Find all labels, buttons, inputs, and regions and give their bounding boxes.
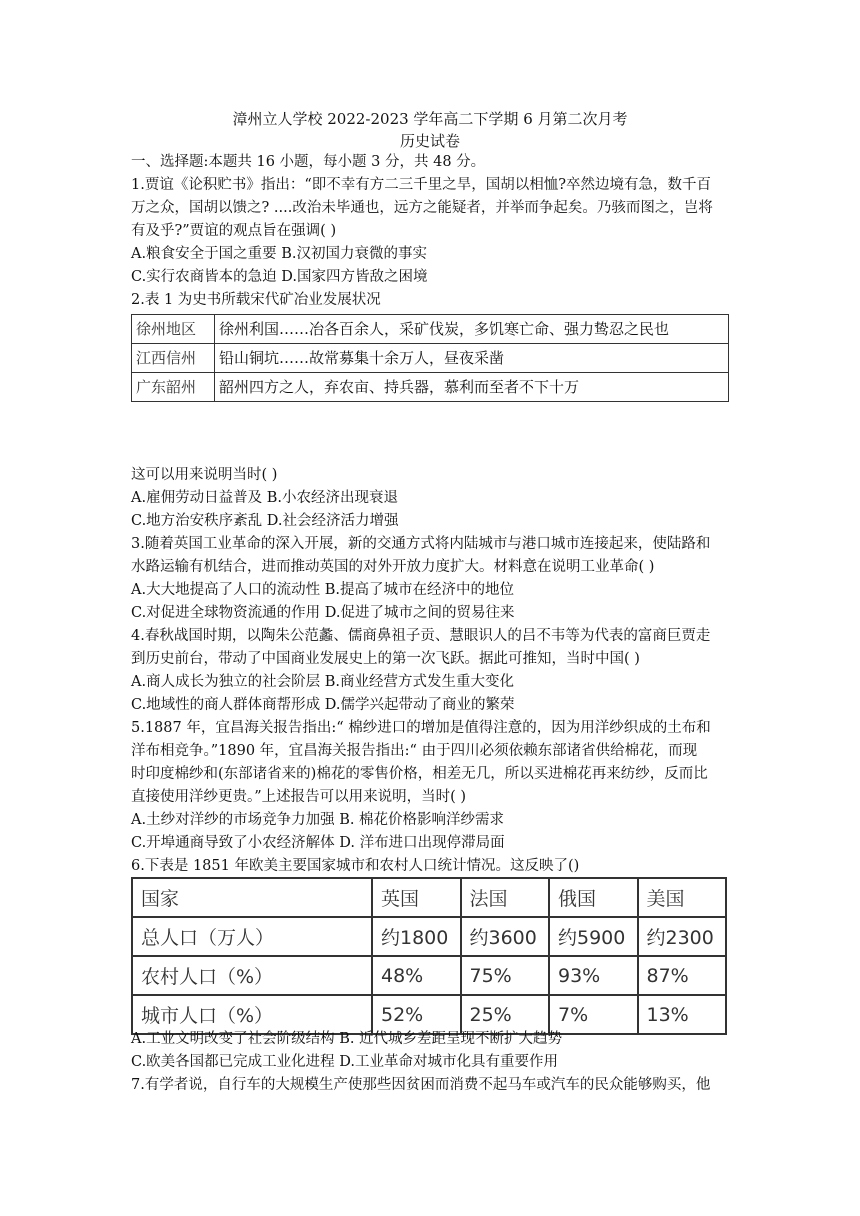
q4-line: 4.春秋战国时期，以陶朱公范蠡、儒商鼻祖子贡、慧眼识人的吕不韦等为代表的富商巨贾走 — [131, 628, 711, 644]
table-header-cell: 国家 — [132, 878, 372, 917]
mining-table — [131, 314, 729, 402]
q3-options-ab: A.大大地提高了人口的流动性 B.提高了城市在经济中的地位 — [131, 582, 514, 598]
q1-options-ab: A.粮食安全于国之重要 B.汉初国力衰微的事实 — [131, 246, 427, 262]
exam-title: 漳州立人学校 2022-2023 学年高二下学期 6 月第二次月考 — [232, 110, 628, 128]
table-cell: 52% — [372, 995, 461, 1034]
q4-options-ab: A.商人成长为独立的社会阶层 B.商业经营方式发生重大变化 — [131, 674, 514, 690]
table-row — [132, 956, 726, 995]
q3-line: 水路运输有机结合，进而推动英国的对外开放力度扩大。材料意在说明工业革命( ) — [131, 559, 655, 575]
table-cell: 93% — [549, 956, 638, 995]
table-header-cell: 俄国 — [549, 878, 638, 917]
table-cell: 约1800 — [372, 917, 461, 956]
table-cell: 总人口（万人） — [132, 917, 372, 956]
table-cell: 农村人口（%） — [132, 956, 372, 995]
population-table — [131, 877, 727, 1035]
q5-options-ab: A.土纱对洋纱的市场竞争力加强 B. 棉花价格影响洋纱需求 — [131, 812, 505, 828]
table-row — [132, 373, 729, 402]
table-cell: 13% — [638, 995, 727, 1034]
exam-subtitle: 历史试卷 — [399, 132, 460, 150]
table-row — [132, 917, 726, 956]
q5-line: 洋布相竞争。”1890 年，宜昌海关报告指出:“ 由于四川必须依赖东部诸省供给棉花，而现 — [131, 743, 698, 759]
q6-options-ab: A.工业文明改变了社会阶级结构 B. 近代城乡差距呈现不断扩大趋势 — [131, 1031, 563, 1047]
table-header-cell: 法国 — [461, 878, 550, 917]
table-cell: 约5900 — [549, 917, 638, 956]
q4-options-cd: C.地域性的商人群体商帮形成 D.儒学兴起带动了商业的繁荣 — [131, 697, 515, 713]
table-cell: 48% — [372, 956, 461, 995]
q5-line: 5.1887 年，宜昌海关报告指出:“ 棉纱进口的增加是值得注意的，因为用洋纱织成的土布和 — [131, 720, 711, 736]
table-cell-text: 铅山铜坑……故常募集十余万人，昼夜采凿 — [215, 344, 729, 373]
table-cell: 25% — [461, 995, 550, 1034]
table-header-cell: 英国 — [372, 878, 461, 917]
table-cell-region: 徐州地区 — [132, 315, 215, 344]
section-heading: 一、选择题:本题共 16 小题，每小题 3 分，共 48 分。 — [131, 154, 486, 170]
table-cell-region: 江西信州 — [132, 344, 215, 373]
table-cell-region: 广东韶州 — [132, 373, 215, 402]
q1-line: 1.贾谊《论积贮书》指出：“即不幸有方二三千里之旱，国胡以相恤?卒然边境有急，数千百 — [131, 177, 712, 193]
q3-options-cd: C.对促进全球物资流通的作用 D.促进了城市之间的贸易往来 — [131, 605, 515, 621]
table-cell: 7% — [549, 995, 638, 1034]
q3-line: 3.随着英国工业革命的深入开展，新的交通方式将内陆城市与港口城市连接起来，使陆路和 — [131, 536, 711, 552]
q5-line: 直接使用洋纱更贵。”上述报告可以用来说明，当时( ) — [131, 789, 467, 805]
q7-line: 7.有学者说，自行车的大规模生产使那些因贫困而消费不起马车或汽车的民众能够购买，他 — [131, 1077, 711, 1093]
q2-options-cd: C.地方治安秩序紊乱 D.社会经济活力增强 — [131, 513, 399, 529]
q1-line: 万之众，国胡以馈之? ....改治未毕通也，远方之能疑者，并举而争起矣。乃骇而图之，岂将 — [131, 200, 713, 216]
q5-line: 时印度棉纱和(东部诸省来的)棉花的零售价格，相差无几，所以买进棉花再来纺纱，反而比 — [131, 766, 708, 782]
q2-question: 这可以用来说明当时( ) — [131, 467, 278, 483]
table-cell: 87% — [638, 956, 727, 995]
q5-options-cd: C.开埠通商导致了小农经济解体 D. 洋布进口出现停滞局面 — [131, 835, 505, 851]
table-cell-text: 韶州四方之人，弃农亩、持兵器，慕利而至者不下十万 — [215, 373, 729, 402]
table-header-row — [132, 878, 726, 917]
table-cell: 75% — [461, 956, 550, 995]
table-row — [132, 315, 729, 344]
table-cell: 约2300 — [638, 917, 727, 956]
q4-line: 到历史前台，带动了中国商业发展史上的第一次飞跃。据此可推知，当时中国( ) — [131, 651, 640, 667]
table-cell: 约3600 — [461, 917, 550, 956]
table-cell-text: 徐州利国……冶各百余人，采矿伐炭，多饥寒亡命、强力鸷忍之民也 — [215, 315, 729, 344]
q6-options-cd: C.欧美各国都已完成工业化进程 D.工业革命对城市化具有重要作用 — [131, 1054, 559, 1070]
table-header-cell: 美国 — [638, 878, 727, 917]
table-cell: 城市人口（%） — [132, 995, 372, 1034]
table-row — [132, 344, 729, 373]
q6-stem: 6.下表是 1851 年欧美主要国家城市和农村人口统计情况。这反映了() — [131, 858, 580, 874]
q1-options-cd: C.实行农商皆本的急迫 D.国家四方皆敌之困境 — [131, 269, 428, 285]
q2-stem: 2.表 1 为史书所载宋代矿冶业发展状况 — [131, 292, 381, 308]
q2-options-ab: A.雇佣劳动日益普及 B.小农经济出现衰退 — [131, 490, 398, 506]
q1-line: 有及乎?”贾谊的观点旨在强调( ) — [131, 223, 337, 239]
